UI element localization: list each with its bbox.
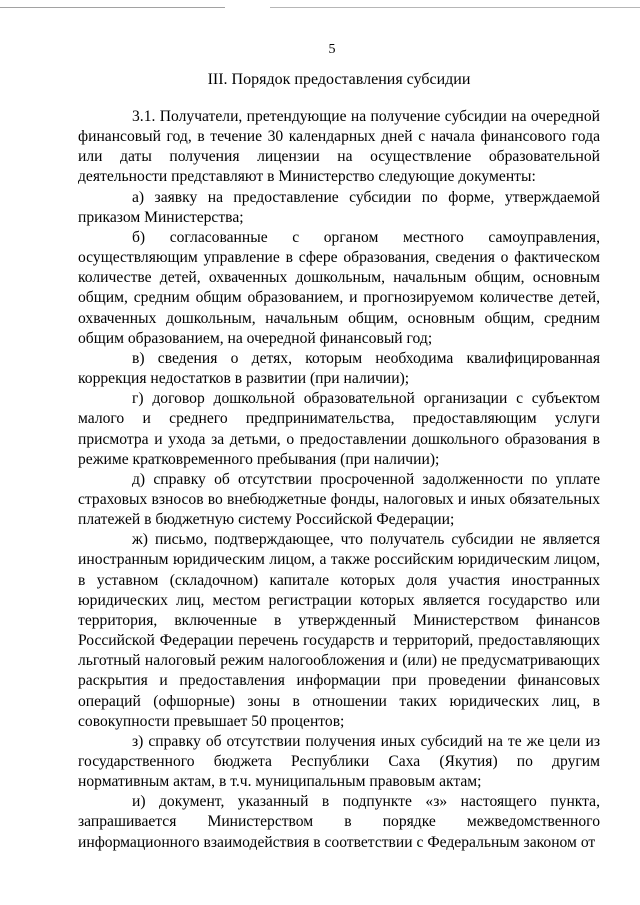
paragraph-item-a: а) заявку на предоставление субсидии по форме, утверждаемой приказом Министерства;: [78, 188, 600, 226]
page-number: 5: [328, 42, 336, 57]
paragraph-3-1: 3.1. Получатели, претендующие на получение субсидии на очередной финансовый год, в течение 30 календарных дней с начала финансового года или даты получения лицензии на осуществление образовательной деятельности представляют в Министерство следующие документы:: [78, 108, 600, 186]
scan-edge-line-right: [270, 7, 640, 8]
paragraph-item-b: б) согласованные с органом местного самоуправления, осуществляющим управление в сфере образования, сведения о фактическом количестве детей, охваченных дошкольным, начальным общим, основным общим, средним общим образованием, и прогнозируемом количестве детей, охваченных дошкольным, начальным общим, основным общим, средним общим образованием, на очередной финансовый год;: [78, 228, 600, 347]
paragraph-item-g: г) договор дошкольной образовательной организации с субъектом малого и среднего предпринимательства, предоставляющим услуги присмотра и ухода за детьми, о предоставлении дошкольного образования в режиме кратковременного пребывания (при наличии);: [78, 390, 600, 468]
scan-edge-line-left: [0, 7, 225, 8]
section-title: III. Порядок предоставления субсидии: [207, 71, 471, 88]
paragraph-item-z: з) справку об отсутствии получения иных субсидий на те же цели из государственного бюджета Республики Саха (Якутия) по другим нормативным актам, в т.ч. муниципальным правовым актам;: [78, 732, 600, 791]
document-body: [78, 107, 600, 853]
paragraph-item-d: д) справку об отсутствии просроченной задолженности по уплате страховых взносов во внебюджетные фонды, налоговых и иных обязательных платежей в бюджетную систему Российской Федерации;: [78, 470, 600, 529]
paragraph-item-i: и) документ, указанный в подпункте «з» настоящего пункта, запрашивается Министерством в порядке межведомственного информационного взаимодействия в соответствии с Федеральным законом от: [78, 793, 600, 851]
paragraph-item-zh: ж) письмо, подтверждающее, что получатель субсидии не является иностранным юридическим лицом, а также российским юридическим лицом, в уставном (складочном) капитале которых доля участия иностранных юридических лиц, местом регистрации которых является государство или территория, включенные в утвержденный Министерством финансов Российской Федерации перечень государств и территорий, предоставляющих льготный налоговый режим налогообложения и (или) не предусматривающих раскрытия и предоставления информации при проведении финансовых операций (офшорные) зоны в отношении таких юридических лиц, в совокупности превышает 50 процентов;: [78, 531, 600, 730]
paragraph-item-v: в) сведения о детях, которым необходима квалифицированная коррекция недостатков в развитии (при наличии);: [78, 349, 600, 388]
